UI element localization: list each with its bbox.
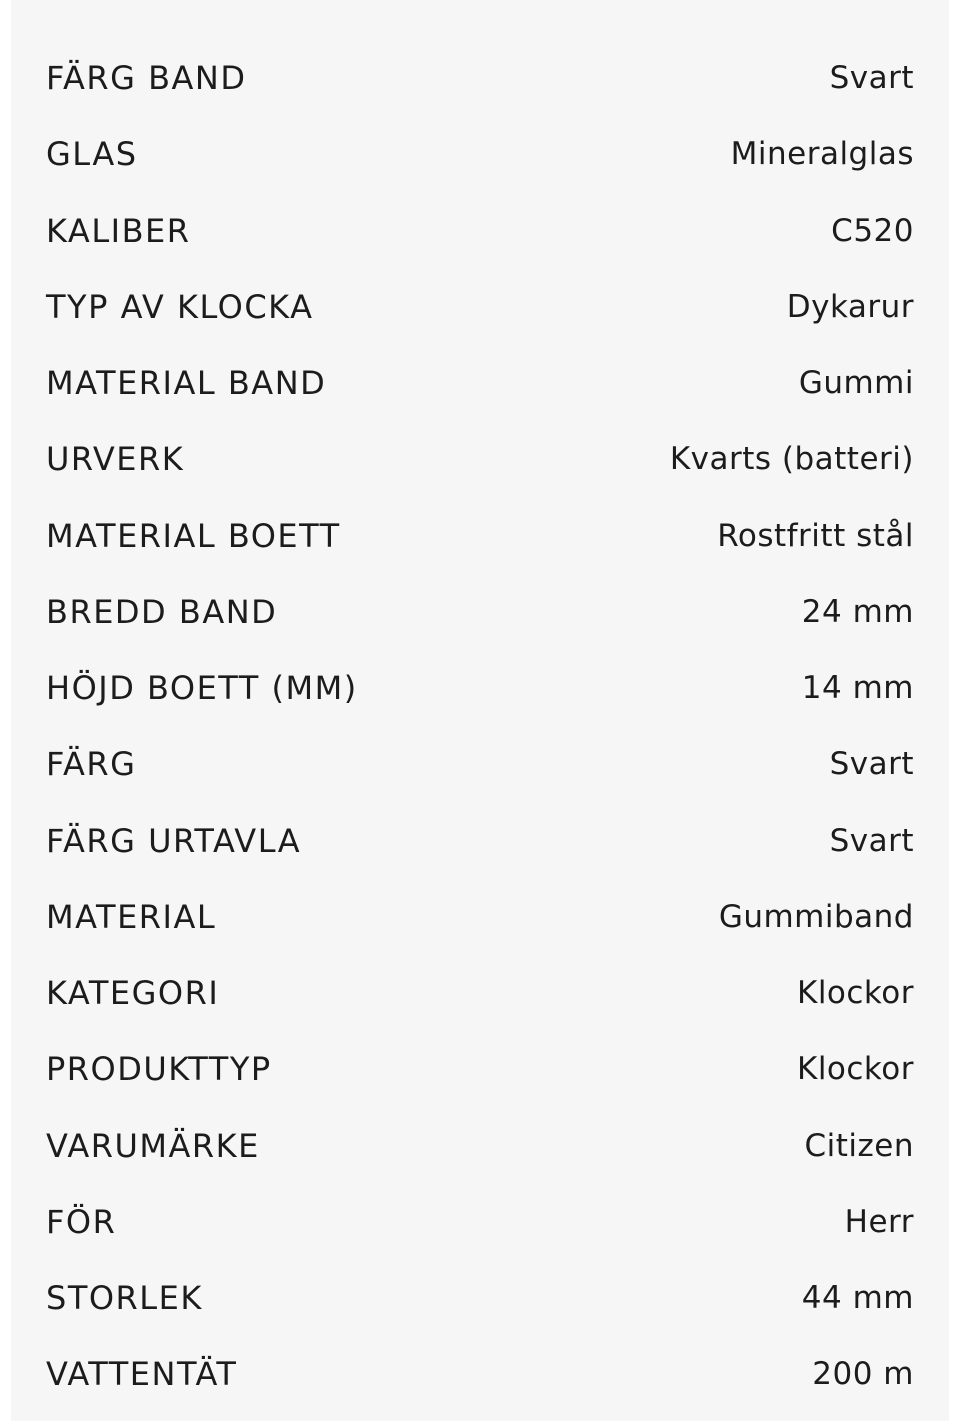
spec-label: KATEGORI [46, 974, 220, 1013]
spec-row-material-boett [46, 498, 914, 574]
specifications-panel [11, 0, 949, 1421]
spec-row-varumarke [46, 1108, 914, 1184]
spec-value: 14 mm [801, 670, 914, 707]
spec-label: STORLEK [46, 1279, 203, 1318]
spec-label: MATERIAL BOETT [46, 516, 341, 555]
spec-value: Mineralglas [730, 136, 914, 173]
spec-label: KALIBER [46, 211, 191, 250]
spec-row-typ-av-klocka [46, 269, 914, 345]
spec-row-kaliber [46, 193, 914, 269]
spec-value: C520 [831, 212, 914, 249]
spec-value: Klockor [796, 1051, 914, 1088]
spec-label: FÄRG BAND [46, 59, 247, 98]
spec-row-farg-band [46, 40, 914, 116]
spec-value: Kvarts (batteri) [669, 441, 914, 478]
spec-row-kategori [46, 955, 914, 1031]
spec-row-material-band [46, 345, 914, 421]
spec-label: FÄRG URTAVLA [46, 821, 302, 860]
spec-label: MATERIAL BAND [46, 364, 327, 403]
spec-label: GLAS [46, 135, 138, 174]
spec-value: Svart [829, 60, 914, 97]
spec-row-for [46, 1184, 914, 1260]
spec-label: FÖR [46, 1202, 117, 1241]
spec-value: Gummi [798, 365, 914, 402]
spec-value: Svart [829, 746, 914, 783]
spec-value: Klockor [796, 975, 914, 1012]
spec-label: VARUMÄRKE [46, 1126, 260, 1165]
spec-value: Dykarur [786, 288, 914, 325]
spec-row-vattentat [46, 1336, 914, 1412]
spec-row-glas [46, 116, 914, 192]
spec-row-produkttyp [46, 1031, 914, 1107]
spec-value: 200 m [812, 1356, 914, 1393]
spec-value: Herr [844, 1203, 914, 1240]
spec-row-urverk [46, 421, 914, 497]
spec-value: 44 mm [801, 1280, 914, 1317]
spec-label: VATTENTÄT [46, 1355, 238, 1394]
specifications-list [46, 40, 914, 1413]
spec-value: Rostfritt stål [717, 517, 914, 554]
spec-label: BREDD BAND [46, 592, 278, 631]
spec-label: TYP AV KLOCKA [46, 287, 314, 326]
spec-value: Gummiband [718, 898, 914, 935]
spec-value: Citizen [804, 1127, 914, 1164]
spec-value: 24 mm [801, 593, 914, 630]
spec-row-farg-urtavla [46, 803, 914, 879]
spec-row-storlek [46, 1260, 914, 1336]
spec-label: FÄRG [46, 745, 137, 784]
spec-label: HÖJD BOETT (MM) [46, 669, 358, 708]
spec-row-bredd-band [46, 574, 914, 650]
spec-label: MATERIAL [46, 897, 217, 936]
spec-row-material [46, 879, 914, 955]
spec-label: URVERK [46, 440, 185, 479]
spec-row-farg [46, 726, 914, 802]
spec-row-hojd-boett [46, 650, 914, 726]
spec-value: Svart [829, 822, 914, 859]
spec-label: PRODUKTTYP [46, 1050, 272, 1089]
